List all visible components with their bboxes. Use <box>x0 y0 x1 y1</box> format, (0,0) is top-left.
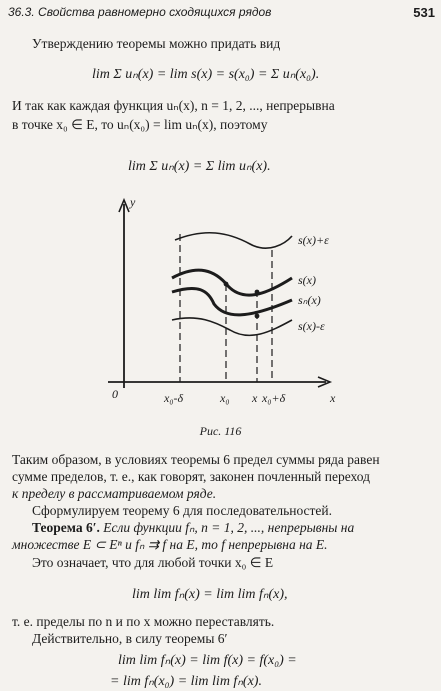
paragraph-2b: в точке x₀ ∈ E, то uₙ(x₀) = lim uₙ(x), поэтому <box>12 117 268 132</box>
running-header: 36.3. Свойства равномерно сходящихся рядов <box>8 5 272 19</box>
equation-3: lim lim fₙ(x) = lim lim fₙ(x), <box>132 587 288 602</box>
paragraph-3a: Таким образом, в условиях теоремы 6 предел суммы ряда равен <box>12 452 380 467</box>
point-s-x <box>255 290 260 295</box>
x-axis-label: x <box>330 391 336 405</box>
paragraph-4: Сформулируем теорему 6 для последовательностей. <box>32 503 333 518</box>
paragraph-2a: И так как каждая функция uₙ(x), n = 1, 2, ..., непрерывна <box>12 98 335 113</box>
theorem-text-a: Если функции fₙ, n = 1, 2, ..., непрерывны на <box>103 520 355 535</box>
paragraph-1: Утверждению теоремы можно придать вид <box>32 36 281 51</box>
tick-x0: x₀ <box>220 391 230 405</box>
curve-sx <box>172 270 292 295</box>
paragraph-5: Это означает, что для любой точки x₀ ∈ E <box>32 555 274 570</box>
equation-5: = lim fₙ(x₀) = lim lim fₙ(x). <box>110 674 262 689</box>
tick-x0-minus: x₀-δ <box>164 391 184 405</box>
curve-lower <box>172 318 292 336</box>
equation-4: lim lim fₙ(x) = lim f(x) = f(x₀) = <box>118 653 297 668</box>
point-sn-x <box>255 314 260 319</box>
y-axis-label: y <box>130 195 136 209</box>
equation-1: lim Σ uₙ(x) = lim s(x) = s(x₀) = Σ uₙ(x₀). <box>92 67 320 82</box>
origin-label: 0 <box>112 387 118 401</box>
point-s-x0 <box>224 282 229 287</box>
label-sn: sₙ(x) <box>298 293 321 307</box>
label-upper: s(x)+ε <box>298 233 329 247</box>
theorem-text-b: множестве E ⊂ Eⁿ и fₙ ⇉ f на E, то f непрерывна на E. <box>12 537 328 552</box>
label-lower: s(x)-ε <box>298 319 325 333</box>
theorem-6-prime <box>32 520 354 536</box>
equation-2: lim Σ uₙ(x) = Σ lim uₙ(x). <box>128 159 271 174</box>
paragraph-6: т. е. пределы по n и по x можно переставлять. <box>12 614 275 629</box>
paragraph-3b: сумме пределов, т. е., как говорят, законен почленный переход <box>12 469 370 484</box>
curve-sn <box>172 288 292 314</box>
curve-upper <box>175 233 292 248</box>
figure-caption: Рис. 116 <box>199 424 242 438</box>
tick-x0-plus: x₀+δ <box>262 391 286 405</box>
page-number: 531 <box>413 5 435 20</box>
paragraph-3c: к пределу в рассматриваемом ряде. <box>12 486 217 501</box>
theorem-label: Теорема 6′. <box>32 520 100 535</box>
figure-116 <box>0 192 441 422</box>
tick-x: x <box>252 391 258 405</box>
label-sx: s(x) <box>298 273 316 287</box>
paragraph-7: Действительно, в силу теоремы 6′ <box>32 631 228 646</box>
